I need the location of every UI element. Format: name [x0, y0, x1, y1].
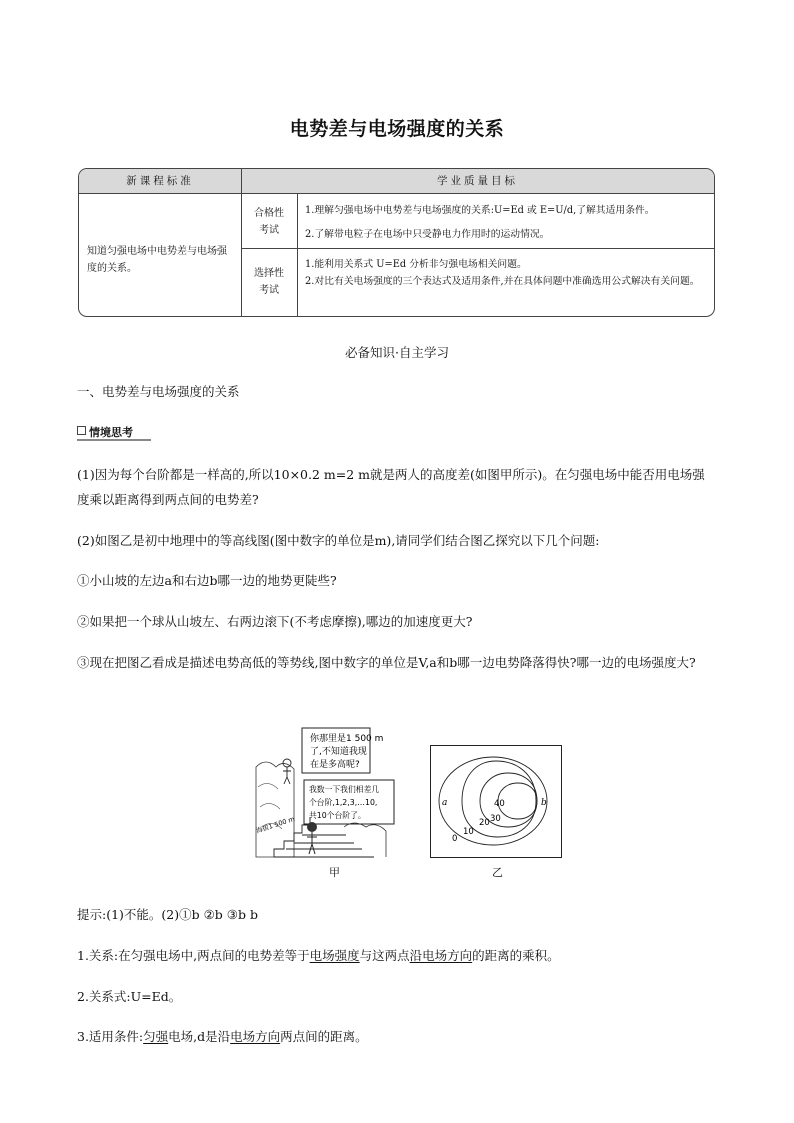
bubble-bottom-line-2: 个台阶,1,2,3,…10,: [309, 798, 378, 807]
item3-pre: 3.适用条件:: [77, 1029, 144, 1044]
level-name-selective: 选择性考试: [254, 268, 284, 296]
table-header: [79, 169, 714, 194]
item3-post: 两点间的距离。: [280, 1029, 368, 1044]
goals-cell-selective: [298, 249, 714, 316]
bubble-bottom-line-3: 共10个台阶了。: [309, 811, 366, 820]
square-icon: [77, 426, 86, 435]
header-curriculum-standard: 新课程标准: [79, 169, 242, 193]
point-a-label: a: [442, 798, 448, 808]
goal-1-qualifying: 1.理解匀强电场中电势差与电场强度的关系:U=Ed 或 E=U/d,了解其适用条件。: [305, 205, 655, 216]
caption-figure-yi: 乙: [492, 866, 503, 879]
scenario-tag-label: 情境思考: [89, 426, 133, 439]
tag-underline: [77, 439, 151, 441]
figure-contour-map: [430, 745, 562, 858]
page-title: 电势差与电场强度的关系: [289, 118, 505, 140]
item-relationship: [77, 943, 717, 968]
point-b-label: b: [541, 798, 547, 808]
item3-mid: 电场,d是沿: [168, 1029, 231, 1044]
level-name-qualifying: 合格性考试: [254, 208, 284, 236]
level-cell-selective: [241, 249, 298, 316]
curriculum-standard-cell: [79, 193, 242, 316]
goal-1-selective: 1.能利用关系式 U=Ed 分析非匀强电场相关问题。: [305, 259, 527, 270]
item-formula: 2.关系式:U=Ed。: [77, 989, 182, 1004]
bubble-top-line-1: 你那里是1 500 m: [310, 734, 384, 744]
caption-figure-jia: 甲: [329, 866, 340, 879]
item3-underline-uniform: 匀强: [143, 1029, 169, 1044]
paragraph-question-1: (1)因为每个台阶都是一样高的,所以10×0.2 m=2 m就是两人的高度差(如图甲所示)。在匀强电场中能否用电场强度乘以距离得到两点间的电势差?: [77, 467, 705, 507]
contour-label-30: 30: [490, 814, 501, 824]
item1-post: 的距离的乘积。: [472, 948, 560, 963]
bushes-right: [344, 823, 386, 857]
goal-2-qualifying: 2.了解带电粒子在电场中只受静电力作用时的运动情况。: [305, 229, 550, 240]
header-quality-goals: 学业质量目标: [437, 175, 518, 187]
bushes-left: [256, 762, 294, 857]
sub-question-1: ①小山坡的左边a和右边b哪一边的地势更陡些?: [77, 573, 337, 588]
curriculum-standard-text: 知道匀强电场中电势差与电场强度的关系。: [87, 246, 227, 274]
bubble-bottom-line-1: 我数一下我们相差几: [309, 785, 380, 794]
contour-label-20: 20: [479, 818, 490, 828]
contour-label-10: 10: [463, 827, 474, 837]
altitude-sign: 海拔1 500 m: [255, 814, 296, 835]
item3-underline-direction: 电场方向: [230, 1029, 281, 1044]
item-conditions: [77, 1024, 717, 1049]
standards-table: [78, 168, 715, 317]
bubble-top-line-3: 在是多高呢?: [310, 760, 360, 770]
person-top: [283, 759, 291, 767]
person-bottom: [307, 822, 317, 832]
goals-cell-qualifying: [298, 193, 714, 249]
section-title: 必备知识·自主学习: [345, 345, 449, 360]
item1-mid: 与这两点: [359, 948, 410, 963]
goal-2-selective: 2.对比有关电场强度的三个表达式及适用条件,并在具体问题中准确选用公式解决有关问题。: [305, 276, 700, 287]
bubble-top-line-2: 了,不知道我现: [310, 747, 367, 757]
sub-question-2: ②如果把一个球从山坡左、右两边滚下(不考虑摩擦),哪边的加速度更大?: [77, 614, 473, 629]
paragraph-question-2: (2)如图乙是初中地理中的等高线图(图中数字的单位是m),请同学们结合图乙探究以下几个问题:: [77, 533, 600, 548]
sub-question-3: ③现在把图乙看成是描述电势高低的等势线,图中数字的单位是V,a和b哪一边电势降落得快?哪一边的电场强度大?: [77, 655, 696, 670]
contour-label-0: 0: [452, 834, 458, 844]
item1-underline-field-strength: 电场强度: [309, 948, 360, 963]
level-cell-qualifying: [241, 193, 298, 249]
contour-label-40: 40: [494, 799, 505, 809]
heading-one: 一、电势差与电场强度的关系: [77, 384, 240, 399]
figure-stairs-illustration: [254, 727, 396, 859]
item1-underline-field-direction: 沿电场方向: [409, 948, 473, 963]
hint-text: 提示:(1)不能。(2)①b ②b ③b b: [77, 907, 258, 922]
item1-pre: 1.关系:在匀强电场中,两点间的电势差等于: [77, 948, 310, 963]
scenario-tag: [77, 424, 133, 440]
